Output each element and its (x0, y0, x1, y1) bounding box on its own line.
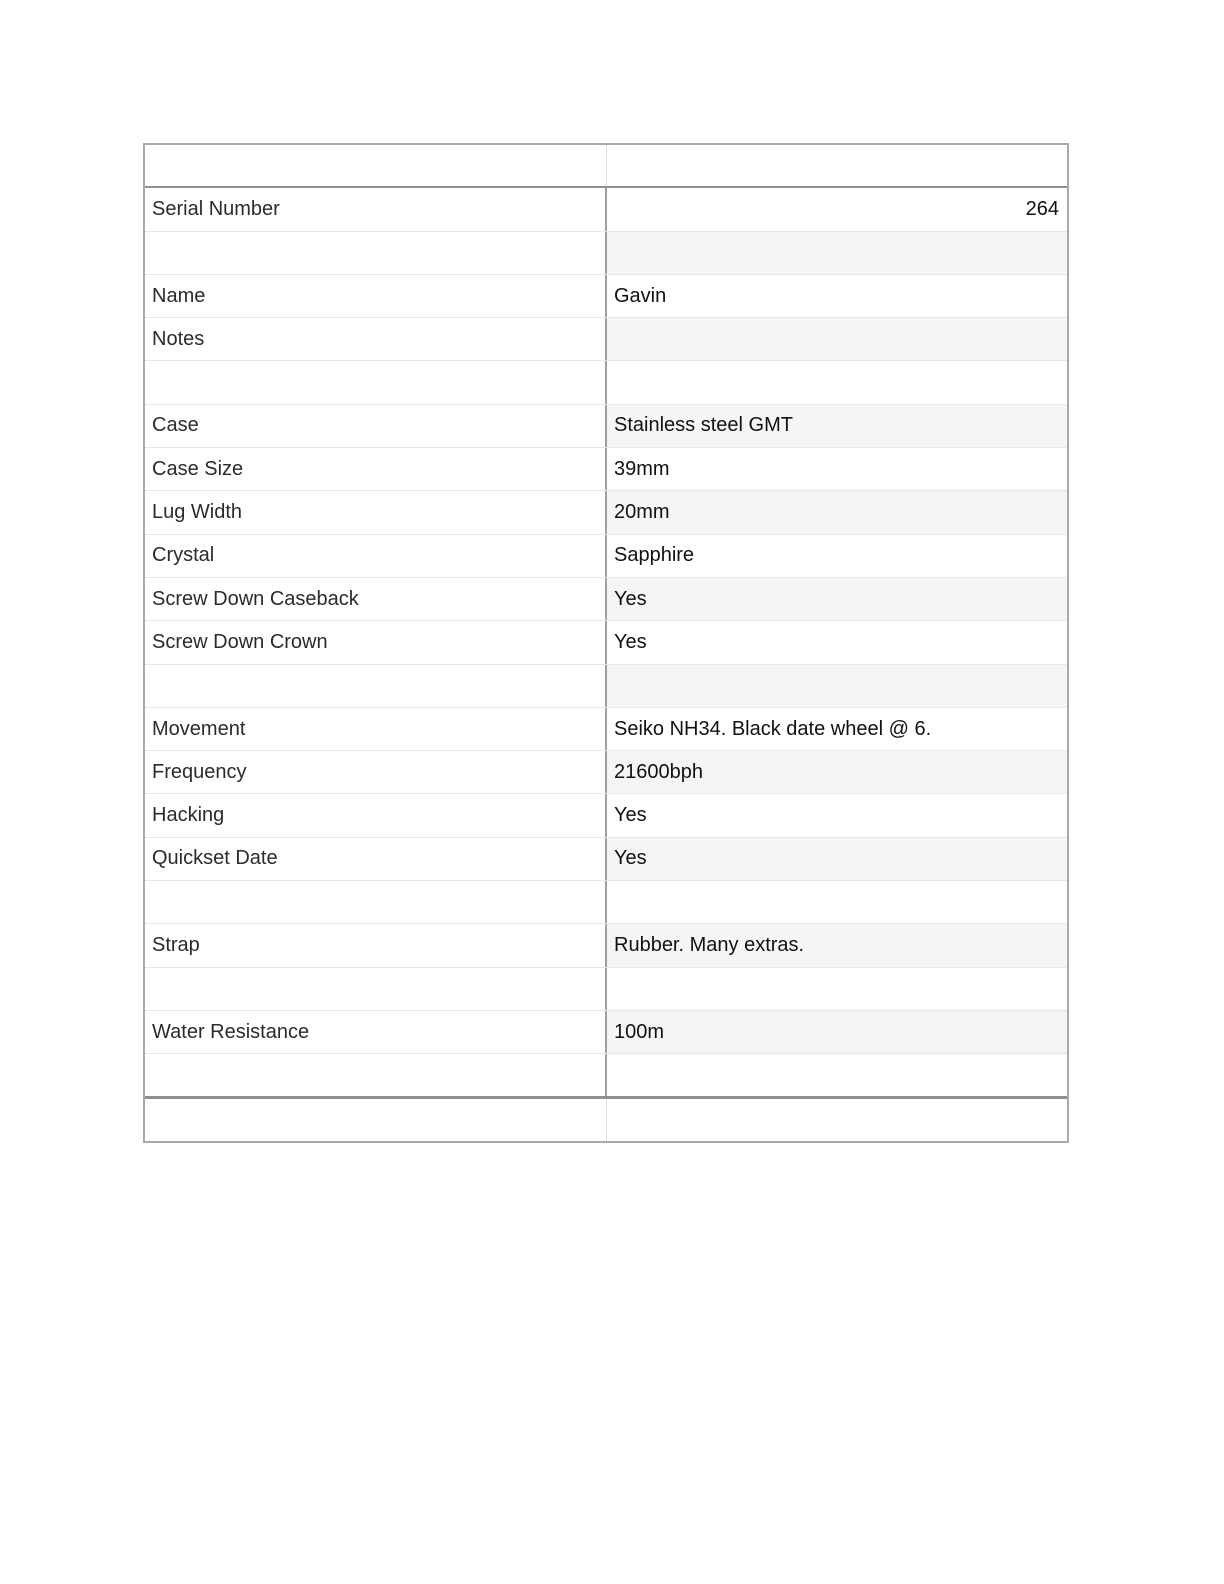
row-value[interactable] (607, 1099, 1067, 1141)
row-label[interactable]: Water Resistance (145, 1011, 607, 1053)
row-value[interactable]: Sapphire (614, 544, 695, 567)
table-row-screw-down-caseback (145, 578, 1067, 621)
row-label[interactable]: Strap (145, 924, 607, 966)
table-row-case-size (145, 448, 1067, 491)
row-label[interactable] (145, 968, 607, 1010)
row-label[interactable]: Serial Number (145, 188, 607, 230)
row-label[interactable] (145, 881, 607, 923)
row-value[interactable] (607, 318, 1067, 360)
table-row (145, 968, 1067, 1011)
row-value[interactable] (607, 881, 1067, 923)
row-value[interactable] (607, 232, 1067, 274)
row-value[interactable] (607, 665, 1067, 707)
table-row-serial-number (145, 188, 1067, 231)
row-label[interactable]: Screw Down Caseback (145, 578, 607, 620)
row-label[interactable]: Quickset Date (145, 838, 607, 880)
row-value[interactable] (607, 1054, 1067, 1095)
footer-row (145, 1098, 1067, 1141)
row-value[interactable]: 264 (1025, 197, 1059, 220)
header-row (145, 145, 1067, 188)
row-value[interactable]: 39mm (614, 457, 670, 480)
table-row-screw-down-crown (145, 621, 1067, 664)
row-value[interactable] (607, 361, 1067, 403)
row-value[interactable]: Yes (614, 804, 647, 827)
table-row-movement (145, 708, 1067, 751)
row-label[interactable]: Name (145, 275, 607, 317)
table-row (145, 232, 1067, 275)
table-row-water-resistance (145, 1011, 1067, 1054)
row-label[interactable] (145, 232, 607, 274)
row-label[interactable]: Case Size (145, 448, 607, 490)
table-row-lug-width (145, 491, 1067, 534)
row-label[interactable]: Movement (145, 708, 607, 750)
table-row-hacking (145, 794, 1067, 837)
row-value[interactable] (607, 145, 1067, 186)
table-row (145, 881, 1067, 924)
table-row (145, 361, 1067, 404)
row-value[interactable]: 100m (607, 1011, 1067, 1053)
row-value[interactable]: 20mm (607, 491, 1067, 533)
table-row-case (145, 405, 1067, 448)
table-row-frequency (145, 751, 1067, 794)
table-row-notes (145, 318, 1067, 361)
row-label[interactable] (145, 665, 607, 707)
row-value[interactable]: 21600bph (607, 751, 1067, 793)
table-row-crystal (145, 535, 1067, 578)
row-value[interactable]: Gavin (614, 284, 667, 307)
row-label[interactable]: Hacking (145, 794, 607, 836)
row-label[interactable]: Screw Down Crown (145, 621, 607, 663)
row-label[interactable]: Frequency (145, 751, 607, 793)
row-label[interactable]: Case (145, 405, 607, 447)
row-label[interactable] (145, 361, 607, 403)
table-row (145, 1054, 1067, 1097)
table-row-strap (145, 924, 1067, 967)
row-value[interactable]: Yes (607, 838, 1067, 880)
row-value[interactable]: Yes (614, 630, 647, 653)
row-label[interactable] (145, 145, 607, 186)
row-value[interactable]: Rubber. Many extras. (607, 924, 1067, 966)
row-value[interactable]: Yes (607, 578, 1067, 620)
row-value[interactable]: Seiko NH34. Black date wheel @ 6. (614, 717, 932, 740)
table-row-quickset-date (145, 838, 1067, 881)
row-label[interactable]: Crystal (145, 535, 607, 577)
row-value[interactable]: Stainless steel GMT (607, 405, 1067, 447)
table-row-name (145, 275, 1067, 318)
spec-table (143, 143, 1069, 1143)
row-value[interactable] (607, 968, 1067, 1010)
table-row (145, 665, 1067, 708)
row-label[interactable]: Notes (145, 318, 607, 360)
row-label[interactable] (145, 1054, 607, 1095)
row-label[interactable] (145, 1099, 607, 1141)
row-label[interactable]: Lug Width (145, 491, 607, 533)
